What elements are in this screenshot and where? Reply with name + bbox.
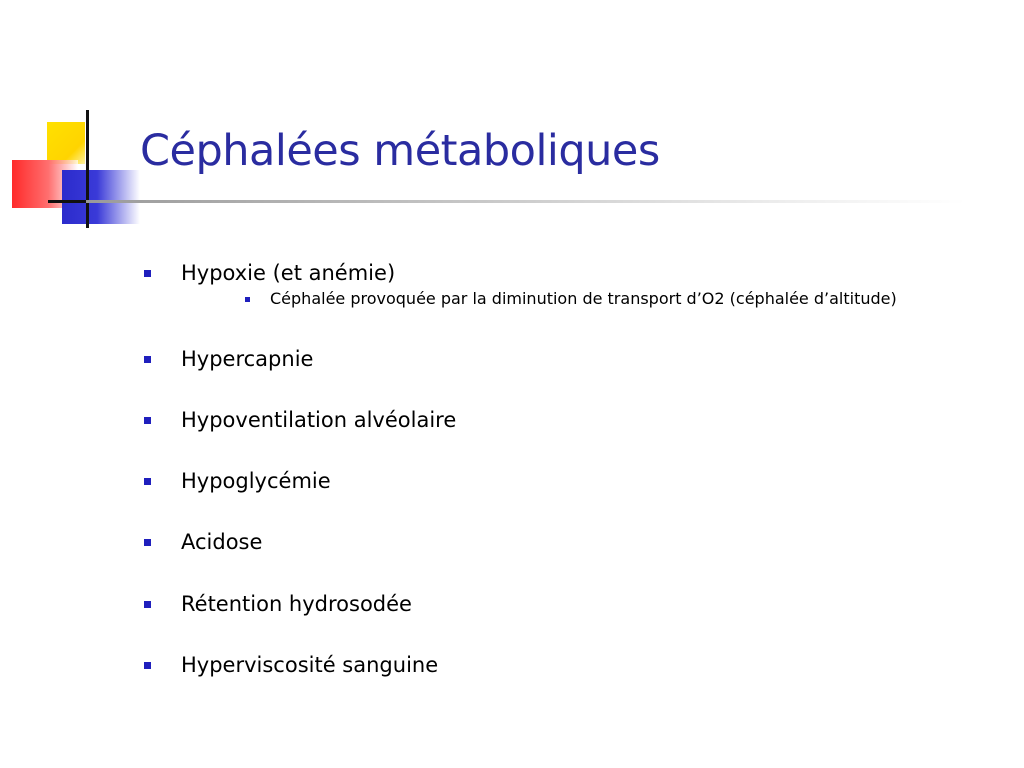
list-item [181, 347, 313, 371]
title-divider [86, 200, 966, 203]
list-item [181, 469, 331, 493]
list-item-text: Rétention hydrosodée [181, 592, 412, 616]
list-item [181, 530, 262, 554]
bullet-square-icon [144, 417, 151, 424]
sub-list-item [270, 289, 897, 309]
list-item-text: Hypoxie (et anémie) [181, 261, 396, 285]
slide-title: Céphalées métaboliques [140, 126, 660, 176]
bullet-square-icon [144, 662, 151, 669]
bullet-square-icon [144, 270, 151, 277]
logo-yellow-square [47, 122, 85, 164]
bullet-square-icon [144, 356, 151, 363]
list-item [181, 592, 412, 616]
bullet-square-icon [144, 601, 151, 608]
list-item-text: Hypoglycémie [181, 469, 331, 493]
list-item [181, 261, 395, 285]
list-item-text: Hyperviscosité sanguine [181, 653, 439, 677]
sub-list-item-text: Céphalée provoquée par la diminution de transport d’O2 (céphalée d’altitude) [270, 289, 897, 308]
list-item-text: Acidose [181, 530, 263, 554]
list-item-text: Hypoventilation alvéolaire [181, 408, 457, 432]
sub-bullet-square-icon [245, 297, 250, 302]
list-item-text: Hypercapnie [181, 347, 314, 371]
template-logo [0, 0, 160, 240]
logo-blue-square [62, 170, 140, 224]
bullet-square-icon [144, 478, 151, 485]
logo-vertical-line [86, 110, 89, 228]
bullet-square-icon [144, 539, 151, 546]
list-item [181, 408, 456, 432]
list-item [181, 653, 438, 677]
